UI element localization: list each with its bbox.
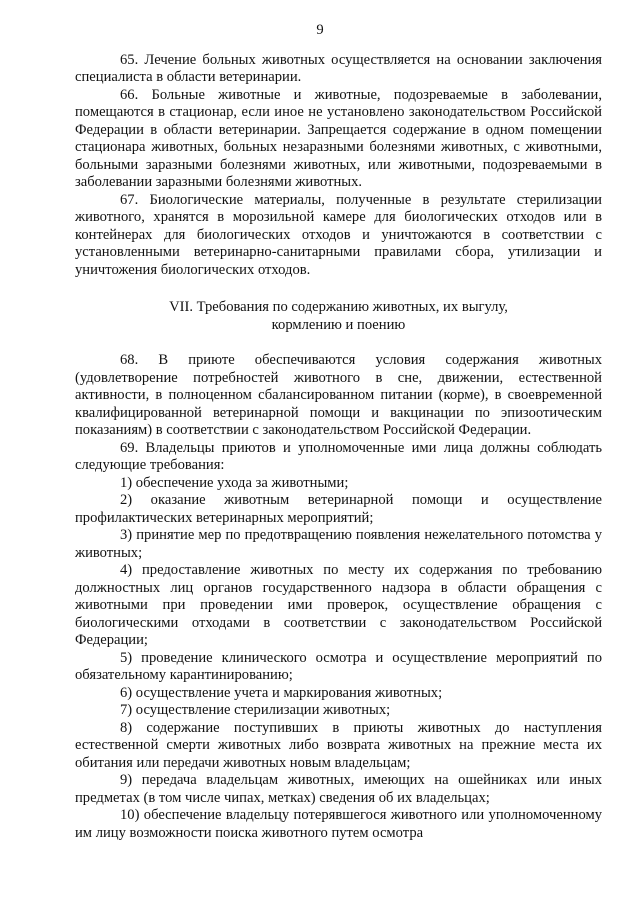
paragraph-67: 67. Биологические материалы, полученные в результате стерилизации животного, хранятся в морозильной камере для биологических отходов или в контейнерах для биологических отходов и уничтожаются в соответствии с установленными ветеринарно-санитарными правилами сбора, утилизации и уничтожения биологических отходов. — [75, 191, 602, 278]
list-item-9: 9) передача владельцам животных, имеющих на ошейниках или иных предметах (в том числе чипах, метках) сведения об их владельцах; — [75, 772, 602, 806]
paragraph-69: 69. Владельцы приютов и уполномоченные ими лица должны соблюдать следующие требования: — [75, 439, 602, 473]
paragraph-65: 65. Лечение больных животных осуществляется на основании заключения специалиста в области ветеринарии. — [75, 51, 602, 85]
section-heading — [75, 298, 602, 334]
section-heading-line-1: VII. Требования по содержанию животных, их выгулу, — [169, 299, 508, 315]
paragraph-68: 68. В приюте обеспечиваются условия содержания животных (удовлетворение потребностей животного в сне, движении, естественной активности, в полноценном сбалансированном питании (корме), в своевременной квалифицированной ветеринарной помощи и вакцинации по эпизоотическим показаниям) в соответствии с законодательством Российской Федерации. — [75, 352, 602, 438]
list-item-8: 8) содержание поступивших в приюты животных до наступления естественной смерти животных либо возврата животных на прежние места их обитания или передачи животных новым владельцам; — [75, 719, 602, 771]
paragraph-66: 66. Больные животные и животные, подозреваемые в заболевании, помещаются в стационар, если иное не установлено законодательством Российской Федерации в области ветеринарии. Запрещается содержание в одном помещении стационара животных, больных незаразными болезнями животных, с животными, больными заразными болезнями животных, или животными, подозреваемыми в заболевании заразными болезнями животных. — [75, 86, 602, 190]
list-item-4: 4) предоставление животных по месту их содержания по требованию должностных лиц органов государственного надзора в области обращения с животными при проведении ими проверок, осуществление обращения с биологическими отходами в соответствии с законодательством Российской Федерации; — [75, 562, 602, 648]
list-item-2: 2) оказание животным ветеринарной помощи и осуществление профилактических ветеринарных мероприятий; — [75, 492, 602, 526]
page-number: 9 — [316, 22, 324, 38]
list-item-5: 5) проведение клинического осмотра и осуществление мероприятий по обязательному карантинированию; — [75, 649, 602, 683]
list-item-7: 7) осуществление стерилизации животных; — [120, 702, 391, 718]
list-item-1: 1) обеспечение ухода за животными; — [120, 474, 349, 491]
list-item-6: 6) осуществление учета и маркирования животных; — [120, 684, 443, 701]
list-item-3: 3) принятие мер по предотвращению появления нежелательного потомства у животных; — [75, 527, 602, 561]
section-heading-line-2: кормлению и поению — [271, 317, 406, 333]
list-item-10: 10) обеспечение владельцу потерявшегося животного или уполномоченному им лицу возможности поиска животного путем осмотра — [75, 807, 602, 841]
